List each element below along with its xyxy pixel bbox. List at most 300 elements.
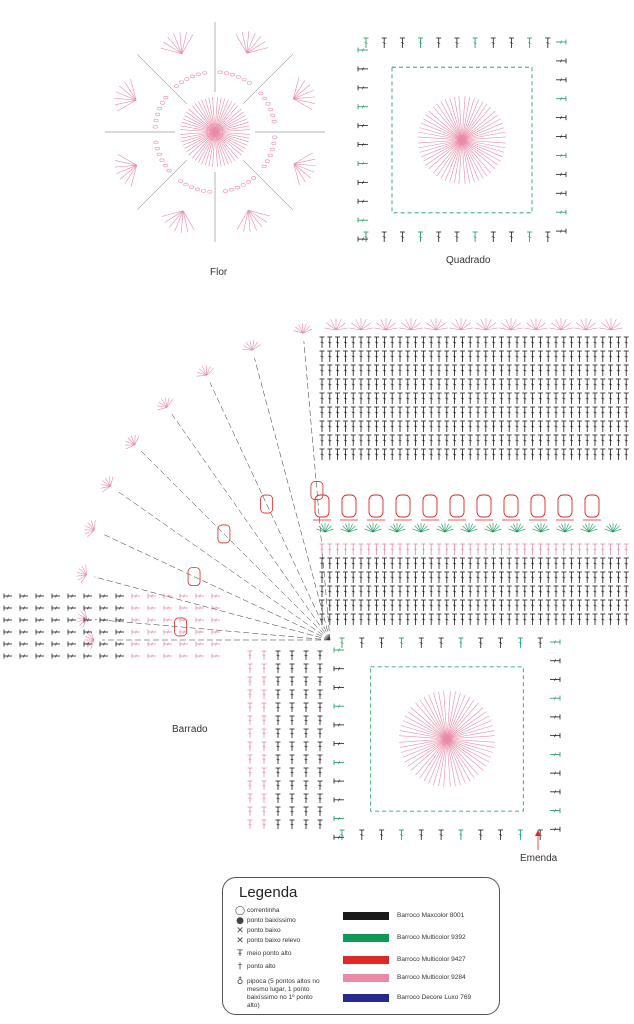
stitch-mark xyxy=(530,351,535,362)
stitch-mark xyxy=(304,755,309,764)
shell-stroke xyxy=(236,34,247,53)
stitch-mark xyxy=(366,421,371,432)
stitch-mark xyxy=(334,779,344,784)
stitch-mark xyxy=(364,38,369,48)
stitch-mark xyxy=(334,741,344,746)
stitch-mark xyxy=(164,594,172,599)
stitch-mark xyxy=(196,606,204,611)
stitch-mark xyxy=(405,544,410,555)
stitch-mark xyxy=(358,48,368,53)
stitch-mark xyxy=(413,393,418,404)
stitch-mark xyxy=(483,600,488,611)
stitch-mark xyxy=(68,642,76,647)
stitch-mark xyxy=(382,449,387,460)
stitch-mark xyxy=(491,614,496,625)
stitch-mark xyxy=(374,449,379,460)
stitch-mark xyxy=(624,351,629,362)
stitch-mark xyxy=(248,664,253,673)
stitch-mark xyxy=(262,820,267,829)
stitch-mark xyxy=(600,449,605,460)
stitch-mark xyxy=(444,449,449,460)
stitch-mark xyxy=(334,816,344,821)
fan-ray xyxy=(210,383,330,640)
stitch-mark xyxy=(276,716,281,725)
stitch-mark xyxy=(460,586,465,597)
stitch-mark xyxy=(608,544,613,555)
stitch-mark xyxy=(248,742,253,751)
stitch-mark xyxy=(382,600,387,611)
stitch-mark xyxy=(351,365,356,376)
stitch-mark xyxy=(262,781,267,790)
stitch-mark xyxy=(382,586,387,597)
stitch-mark xyxy=(436,38,441,48)
chain-mark xyxy=(266,102,270,105)
shell-stroke xyxy=(447,708,483,739)
stitch-mark xyxy=(248,716,253,725)
stitch-mark xyxy=(460,544,465,555)
stitch-mark xyxy=(335,600,340,611)
stitch-mark xyxy=(52,618,60,623)
label-emenda: Emenda xyxy=(520,853,558,864)
stitch-mark xyxy=(116,642,124,647)
stitch-mark xyxy=(491,407,496,418)
stitch-mark xyxy=(399,638,404,648)
chain-mark xyxy=(185,78,189,81)
legend-symbol-row: ◯ correntinha xyxy=(234,906,280,916)
stitch-mark xyxy=(624,600,629,611)
stitch-mark xyxy=(585,600,590,611)
stitch-mark xyxy=(444,407,449,418)
stitch-mark xyxy=(398,379,403,390)
stitch-mark xyxy=(538,544,543,555)
stitch-mark xyxy=(405,365,410,376)
stitch-mark xyxy=(351,393,356,404)
stitch-mark xyxy=(538,365,543,376)
stitch-mark xyxy=(421,407,426,418)
stitch-mark xyxy=(530,435,535,446)
stitch-mark xyxy=(359,449,364,460)
stitch-mark xyxy=(421,393,426,404)
stitch-mark xyxy=(546,379,551,390)
stitch-mark xyxy=(476,435,481,446)
stitch-mark xyxy=(545,232,550,242)
chain-mark xyxy=(167,169,171,172)
stitch-mark xyxy=(585,435,590,446)
stitch-mark xyxy=(36,594,44,599)
stitch-mark xyxy=(327,435,332,446)
stitch-mark xyxy=(546,600,551,611)
shell-stroke xyxy=(215,109,241,132)
chain-mark xyxy=(174,85,178,88)
double-crochet-icon: † xyxy=(237,962,243,972)
stitch-mark xyxy=(382,421,387,432)
stitch-mark xyxy=(290,755,295,764)
shell-stroke xyxy=(243,210,248,231)
popcorn-mark xyxy=(477,495,491,517)
stitch-mark xyxy=(20,606,28,611)
stitch-mark xyxy=(334,666,344,671)
stitch-mark xyxy=(413,407,418,418)
stitch-mark xyxy=(593,435,598,446)
stitch-mark xyxy=(569,449,574,460)
stitch-mark xyxy=(421,600,426,611)
stitch-mark xyxy=(522,379,527,390)
stitch-mark xyxy=(429,572,434,583)
stitch-mark xyxy=(460,393,465,404)
stitch-mark xyxy=(334,760,344,765)
stitch-mark xyxy=(343,379,348,390)
chain-mark xyxy=(236,75,240,78)
stitch-mark xyxy=(522,614,527,625)
stitch-mark xyxy=(343,393,348,404)
stitch-mark xyxy=(546,586,551,597)
stitch-mark xyxy=(334,648,344,653)
color-swatch xyxy=(343,956,389,964)
stitch-mark xyxy=(507,351,512,362)
stitch-mark xyxy=(483,393,488,404)
fan-ray xyxy=(254,358,330,640)
stitch-mark xyxy=(550,696,560,701)
stitch-mark xyxy=(499,572,504,583)
shell-stroke xyxy=(87,530,94,537)
stitch-mark xyxy=(20,654,28,659)
stitch-mark xyxy=(390,544,395,555)
stitch-mark xyxy=(483,337,488,348)
stitch-mark xyxy=(522,365,527,376)
shell-stroke xyxy=(462,140,495,169)
stitch-mark xyxy=(600,600,605,611)
chain-mark xyxy=(155,147,159,150)
stitch-mark xyxy=(476,337,481,348)
stitch-mark xyxy=(550,771,560,776)
stitch-mark xyxy=(382,558,387,569)
stitch-mark xyxy=(164,606,172,611)
stitch-mark xyxy=(4,606,12,611)
stitch-mark xyxy=(452,379,457,390)
chain-mark xyxy=(189,186,193,189)
stitch-mark xyxy=(382,365,387,376)
stitch-mark xyxy=(608,586,613,597)
stitch-mark xyxy=(318,755,323,764)
stitch-mark xyxy=(343,449,348,460)
stitch-mark xyxy=(366,379,371,390)
stitch-mark xyxy=(556,229,566,234)
stitch-mark xyxy=(351,337,356,348)
stitch-mark xyxy=(454,38,459,48)
stitch-mark xyxy=(499,337,504,348)
stitch-mark xyxy=(616,365,621,376)
stitch-mark xyxy=(405,407,410,418)
stitch-mark xyxy=(577,435,582,446)
stitch-mark xyxy=(374,435,379,446)
legend-symbol-row: ✕ ponto baixo relevo xyxy=(233,937,300,945)
stitch-mark xyxy=(421,558,426,569)
shell-stroke xyxy=(293,78,299,99)
stitch-mark xyxy=(585,586,590,597)
stitch-mark xyxy=(68,654,76,659)
stitch-mark xyxy=(343,337,348,348)
stitch-mark xyxy=(262,703,267,712)
chain-mark xyxy=(230,73,234,76)
stitch-mark xyxy=(358,218,368,223)
stitch-mark xyxy=(358,161,368,166)
chain-mark xyxy=(272,120,276,123)
fan-ray xyxy=(102,534,330,640)
stitch-mark xyxy=(366,435,371,446)
stitch-mark xyxy=(491,232,496,242)
stitch-mark xyxy=(550,714,560,719)
shell-stroke xyxy=(429,111,462,140)
stitch-mark xyxy=(327,586,332,597)
stitch-mark xyxy=(616,351,621,362)
stitch-mark xyxy=(382,337,387,348)
stitch-mark xyxy=(421,544,426,555)
shell-stroke xyxy=(294,153,313,164)
stitch-mark xyxy=(561,337,566,348)
stitch-mark xyxy=(577,421,582,432)
stitch-mark xyxy=(382,351,387,362)
stitch-mark xyxy=(398,337,403,348)
stitch-mark xyxy=(429,435,434,446)
stitch-mark xyxy=(499,558,504,569)
shell-stroke xyxy=(161,48,182,54)
stitch-mark xyxy=(290,729,295,738)
stitch-mark xyxy=(382,232,387,242)
stitch-mark xyxy=(600,614,605,625)
stitch-mark xyxy=(468,600,473,611)
chain-mark xyxy=(160,159,164,162)
stitch-mark xyxy=(554,407,559,418)
chain-mark xyxy=(178,180,182,183)
stitch-mark xyxy=(366,558,371,569)
color-swatch xyxy=(343,974,389,982)
stitch-mark xyxy=(413,351,418,362)
shell-stroke xyxy=(207,366,211,375)
stitch-mark xyxy=(538,421,543,432)
stitch-mark xyxy=(546,393,551,404)
stitch-mark xyxy=(624,379,629,390)
stitch-mark xyxy=(507,365,512,376)
stitch-mark xyxy=(335,379,340,390)
stitch-mark xyxy=(36,642,44,647)
single-crochet-icon: ✕ xyxy=(236,926,244,936)
stitch-mark xyxy=(507,558,512,569)
stitch-mark xyxy=(577,572,582,583)
stitch-mark xyxy=(468,435,473,446)
stitch-mark xyxy=(522,572,527,583)
shell-stroke xyxy=(336,319,341,330)
shell-stroke xyxy=(215,132,238,158)
stitch-mark xyxy=(334,685,344,690)
stitch-mark xyxy=(561,435,566,446)
shell-stroke xyxy=(128,438,135,445)
stitch-mark xyxy=(499,407,504,418)
flor-diagram xyxy=(105,22,325,242)
stitch-mark xyxy=(483,421,488,432)
stitch-mark xyxy=(554,572,559,583)
stitch-mark xyxy=(340,638,345,648)
stitch-mark xyxy=(390,449,395,460)
stitch-mark xyxy=(577,365,582,376)
stitch-mark xyxy=(351,544,356,555)
stitch-mark xyxy=(507,337,512,348)
chain-mark xyxy=(270,148,274,151)
fan-ray xyxy=(117,491,330,640)
stitch-mark xyxy=(400,38,405,48)
stitch-mark xyxy=(569,572,574,583)
stitch-mark xyxy=(290,690,295,699)
stitch-mark xyxy=(84,654,92,659)
stitch-mark xyxy=(429,379,434,390)
stitch-mark xyxy=(476,393,481,404)
shell-stroke xyxy=(433,107,462,140)
stitch-mark xyxy=(318,690,323,699)
stitch-mark xyxy=(546,407,551,418)
stitch-mark xyxy=(483,586,488,597)
stitch-mark xyxy=(276,729,281,738)
stitch-mark xyxy=(132,594,140,599)
stitch-mark xyxy=(398,421,403,432)
stitch-mark xyxy=(527,38,532,48)
stitch-mark xyxy=(248,768,253,777)
stitch-mark xyxy=(538,351,543,362)
stitch-mark xyxy=(351,600,356,611)
stitch-mark xyxy=(593,365,598,376)
stitch-mark xyxy=(335,614,340,625)
stitch-mark xyxy=(530,337,535,348)
stitch-mark xyxy=(248,781,253,790)
stitch-mark xyxy=(585,614,590,625)
stitch-mark xyxy=(556,153,566,158)
stitch-mark xyxy=(351,379,356,390)
stitch-mark xyxy=(405,351,410,362)
stitch-mark xyxy=(593,337,598,348)
stitch-mark xyxy=(569,421,574,432)
stitch-mark xyxy=(382,407,387,418)
stitch-mark xyxy=(421,572,426,583)
stitch-mark xyxy=(556,210,566,215)
stitch-mark xyxy=(569,614,574,625)
stitch-mark xyxy=(327,393,332,404)
stitch-mark xyxy=(569,365,574,376)
stitch-mark xyxy=(460,407,465,418)
stitch-mark xyxy=(68,594,76,599)
stitch-mark xyxy=(437,365,442,376)
stitch-mark xyxy=(483,351,488,362)
stitch-mark xyxy=(556,172,566,177)
stitch-mark xyxy=(390,586,395,597)
stitch-mark xyxy=(318,703,323,712)
stitch-mark xyxy=(390,365,395,376)
stitch-mark xyxy=(52,594,60,599)
stitch-mark xyxy=(507,435,512,446)
stitch-mark xyxy=(452,407,457,418)
stitch-mark xyxy=(561,393,566,404)
stitch-mark xyxy=(452,572,457,583)
shell-stroke xyxy=(456,319,461,330)
shell-stroke xyxy=(215,132,241,155)
popcorn-mark xyxy=(369,495,383,517)
stitch-mark xyxy=(476,351,481,362)
shell-stroke xyxy=(416,703,447,739)
stitch-mark xyxy=(530,586,535,597)
stitch-mark xyxy=(608,421,613,432)
stitch-mark xyxy=(439,830,444,840)
stitch-mark xyxy=(405,337,410,348)
stitch-mark xyxy=(478,638,483,648)
stitch-mark xyxy=(538,600,543,611)
stitch-mark xyxy=(437,572,442,583)
chain-mark xyxy=(263,97,267,100)
stitch-mark xyxy=(522,544,527,555)
stitch-mark xyxy=(554,586,559,597)
stitch-mark xyxy=(569,435,574,446)
chain-mark xyxy=(196,73,200,76)
stitch-mark xyxy=(600,393,605,404)
shell-stroke xyxy=(481,319,486,330)
shell-stroke xyxy=(94,520,95,530)
stitch-mark xyxy=(343,435,348,446)
stitch-mark xyxy=(585,449,590,460)
stitch-mark xyxy=(600,365,605,376)
shell-stroke xyxy=(247,41,266,53)
shell-stroke xyxy=(118,154,137,165)
stitch-mark xyxy=(100,618,108,623)
stitch-mark xyxy=(585,544,590,555)
stitch-mark xyxy=(318,794,323,803)
stitch-mark xyxy=(538,586,543,597)
flower-ray xyxy=(243,160,292,209)
stitch-mark xyxy=(554,614,559,625)
stitch-mark xyxy=(382,614,387,625)
stitch-mark xyxy=(476,586,481,597)
stitch-mark xyxy=(452,421,457,432)
shell-stroke xyxy=(447,739,478,775)
stitch-mark xyxy=(515,572,520,583)
stitch-mark xyxy=(561,558,566,569)
stitch-mark xyxy=(538,572,543,583)
stitch-mark xyxy=(358,142,368,147)
stitch-mark xyxy=(334,797,344,802)
stitch-mark xyxy=(413,337,418,348)
stitch-mark xyxy=(196,618,204,623)
shell-stroke xyxy=(247,36,261,53)
stitch-mark xyxy=(429,393,434,404)
stitch-mark xyxy=(616,586,621,597)
stitch-mark xyxy=(148,654,156,659)
stitch-mark xyxy=(569,337,574,348)
stitch-mark xyxy=(374,544,379,555)
stitch-mark xyxy=(359,572,364,583)
stitch-mark xyxy=(608,337,613,348)
chain-mark xyxy=(157,153,161,156)
stitch-mark xyxy=(556,58,566,63)
stitch-mark xyxy=(327,365,332,376)
stitch-mark xyxy=(405,586,410,597)
stitch-mark xyxy=(577,558,582,569)
stitch-mark xyxy=(304,651,309,660)
stitch-mark xyxy=(379,638,384,648)
stitch-mark xyxy=(468,337,473,348)
stitch-mark xyxy=(507,614,512,625)
stitch-mark xyxy=(522,407,527,418)
chain-mark xyxy=(242,78,246,81)
chain-mark xyxy=(268,154,272,157)
stitch-mark xyxy=(624,393,629,404)
stitch-mark xyxy=(196,594,204,599)
stitch-mark xyxy=(304,677,309,686)
stitch-mark xyxy=(290,820,295,829)
